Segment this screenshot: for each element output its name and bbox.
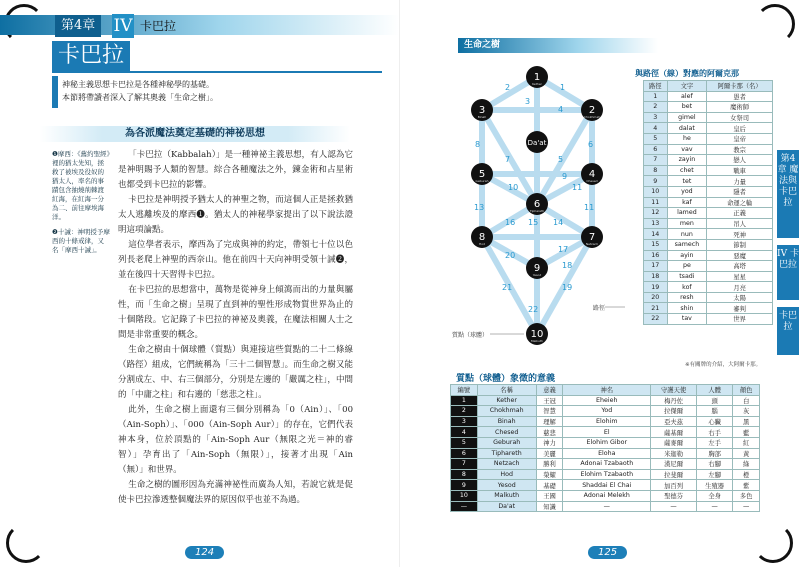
table-cell: 8 (451, 469, 478, 480)
chapter-number: IV (113, 16, 133, 36)
node-name: Netzach (585, 242, 599, 246)
table-cell: pe (667, 261, 707, 272)
svg-text:5: 5 (558, 155, 564, 164)
table-cell: nun (667, 229, 707, 240)
table-cell: 薩麥爾 (651, 437, 697, 448)
col-header: 阿爾卡那（名） (707, 81, 773, 92)
table-cell: Malkuth (477, 490, 536, 501)
table-cell: 全身 (696, 490, 732, 501)
table-cell: men (667, 218, 707, 229)
note-moses: ❶摩西：《舊約聖經》裡的猶太先知，拯救了被埃及役奴的猶太人，率名的事蹟包含抽燒荊棘渡紅海，在紅海一分為二、前往摩埃海洋。 (52, 150, 110, 221)
svg-text:3: 3 (525, 97, 531, 106)
table-cell: 審判 (707, 303, 773, 314)
table-cell: 黃 (733, 448, 760, 459)
table-cell: 拉傑爾 (651, 406, 697, 417)
table-cell: 神力 (536, 437, 563, 448)
title-underline (52, 71, 382, 73)
table-cell: Adonai Tzabaoth (563, 459, 651, 470)
table-cell: 14 (644, 229, 668, 240)
table-cell: 15 (644, 239, 668, 250)
node-3: 3 (478, 105, 486, 116)
table-cell: 1 (644, 91, 668, 102)
svg-text:10: 10 (508, 183, 519, 192)
table-row (451, 448, 760, 459)
svg-text:11: 11 (572, 183, 583, 192)
svg-text:6: 6 (588, 140, 594, 149)
table-row (644, 218, 773, 229)
table-cell: 理解 (536, 416, 563, 427)
table-cell: 綠 (733, 459, 760, 470)
table-cell: Geburah (477, 437, 536, 448)
paragraph: 在卡巴拉的思想當中，萬物是從神身上傾瀉而出的力量與屬性，而「生命之樹」呈現了直到神的聖性形成物質世界為止的十個階段。它記錄了卡巴拉的神祕及奧義，在魔法相關人士之間是非常重要的概念。 (118, 285, 353, 340)
table-cell: 7 (451, 459, 478, 470)
table-cell: 節制 (707, 239, 773, 250)
table-row (644, 314, 773, 325)
table-cell: samech (667, 239, 707, 250)
corner-ornament (755, 4, 795, 44)
node-daat: Da'at (527, 139, 547, 147)
paragraph: 生命之樹由十個球體（質點）與連接這些質點的二十二條線（路徑）組成，它們統稱為「三十二個智慧」。而生命之樹又能分割成左、中、右三個部分，分別是左邊的「嚴厲之柱」，中間的「中庸之柱」和右邊的「慈悲之柱」。 (118, 345, 353, 400)
table-cell: kaf (667, 197, 707, 208)
table-cell: 17 (644, 261, 668, 272)
table-cell: 紫 (733, 480, 760, 491)
table-cell: 11 (644, 197, 668, 208)
node-name: Kether (532, 82, 542, 86)
table-cell: ayin (667, 250, 707, 261)
table-cell: kof (667, 282, 707, 293)
table-cell: 灰 (733, 406, 760, 417)
table-row (451, 395, 760, 406)
table-cell: tav (667, 314, 707, 325)
table-row (644, 186, 773, 197)
table-cell: Hod (477, 469, 536, 480)
table-cell: 9 (644, 176, 668, 187)
table-cell: 皇帝 (707, 133, 773, 144)
table-cell: 月亮 (707, 282, 773, 293)
table-cell: 胸部 (696, 448, 732, 459)
sephira-table (450, 384, 760, 512)
col-header: 守護天使 (651, 385, 697, 396)
svg-text:19: 19 (562, 283, 573, 292)
table-cell: 2 (451, 406, 478, 417)
svg-text:17: 17 (558, 245, 569, 254)
table-cell: 女祭司 (707, 112, 773, 123)
table-cell: 教宗 (707, 144, 773, 155)
node-8: 8 (478, 232, 486, 243)
table-cell: 知識 (536, 501, 563, 512)
table-cell: 基礎 (536, 480, 563, 491)
intro-line: 本節將帶讀者深入了解其奧義「生命之樹」。 (62, 93, 218, 102)
intro-text (62, 78, 362, 104)
table-cell: Chokhmah (477, 406, 536, 417)
table-cell: 橙 (733, 469, 760, 480)
table-cell: 2 (644, 102, 668, 113)
table-cell: 星星 (707, 271, 773, 282)
table-cell: 吊人 (707, 218, 773, 229)
table-row (451, 490, 760, 501)
table-cell: Shaddai El Chai (563, 480, 651, 491)
table-row (451, 459, 760, 470)
table-cell: 12 (644, 208, 668, 219)
table-cell: 9 (451, 480, 478, 491)
table-row (451, 427, 760, 438)
side-tab-section: IV 卡巴拉 (777, 245, 799, 300)
table-cell: Eloha (563, 448, 651, 459)
sephira-callout: 質點（球體） (452, 332, 489, 339)
table-cell: 聖德芬 (651, 490, 697, 501)
col-header: 神名 (563, 385, 651, 396)
table-cell: 黑 (733, 416, 760, 427)
intro-marker (52, 76, 58, 108)
table-cell: 命運之輪 (707, 197, 773, 208)
col-header: 路徑 (644, 81, 668, 92)
intro-line: 神秘主義思想卡巴拉是各種神秘學的基礎。 (62, 80, 214, 89)
table-cell: 正義 (707, 208, 773, 219)
table-cell: 4 (644, 123, 668, 134)
table-cell: shin (667, 303, 707, 314)
table-cell: 5 (451, 437, 478, 448)
table-cell: 亞夫茲 (651, 416, 697, 427)
table-row (644, 123, 773, 134)
body-text (118, 148, 353, 508)
sephira-table-title: 質點（球體）象徵的意義 (456, 374, 556, 384)
table-cell: Yesod (477, 480, 536, 491)
table-cell: 左手 (696, 437, 732, 448)
table-cell: 漢尼爾 (651, 459, 697, 470)
table-row (644, 176, 773, 187)
paths-table-title: 與路徑（線）對應的阿爾克那 (635, 69, 739, 78)
col-header: 意義 (536, 385, 563, 396)
table-row (644, 133, 773, 144)
table-cell: 左腳 (696, 469, 732, 480)
table-row (451, 501, 760, 512)
table-cell: Adonai Melekh (563, 490, 651, 501)
node-6: 6 (533, 199, 541, 210)
node-name: Chesed (586, 179, 598, 183)
table-row (451, 437, 760, 448)
table-cell: 王冠 (536, 395, 563, 406)
table-cell: Elohim Tzabaoth (563, 469, 651, 480)
table-cell: 米迦勒 (651, 448, 697, 459)
table-cell: 梅丹佐 (651, 395, 697, 406)
table-cell: tet (667, 176, 707, 187)
table-cell: Tiphareth (477, 448, 536, 459)
table-row (644, 229, 773, 240)
node-9: 9 (533, 263, 541, 274)
side-notes (52, 150, 110, 261)
svg-text:11: 11 (584, 203, 595, 212)
col-header: 顏色 (733, 385, 760, 396)
table-row (644, 208, 773, 219)
path-callout: 路徑 (593, 305, 606, 312)
paragraph: 此外，生命之樹上面還有三個分別稱為「0（Ain）」、「00（Ain-Soph）」、「000（Ain-Soph Aur）」的存在，它們代表神本身，位於頂點的「Ain-Soph Aur（無限之光＝神的睿智）」孕育出了「Ain-Soph（無限）」，接著才出現「Ain（無）」和世界。 (118, 405, 353, 475)
page-title: 卡巴拉 (52, 41, 130, 71)
node-name: Chokhmah (583, 115, 601, 119)
svg-text:13: 13 (474, 203, 485, 212)
node-5: 5 (478, 169, 486, 180)
table-cell: 世界 (707, 314, 773, 325)
node-1: 1 (533, 72, 541, 83)
table-cell: — (651, 501, 697, 512)
table-cell: 右手 (696, 427, 732, 438)
node-10: 10 (530, 329, 544, 340)
table-row (644, 165, 773, 176)
table-row (644, 292, 773, 303)
table-cell: Binah (477, 416, 536, 427)
svg-text:4: 4 (558, 105, 564, 114)
table-cell: 勝利 (536, 459, 563, 470)
table-cell: 多色 (733, 490, 760, 501)
left-page (0, 0, 399, 567)
table-row (644, 239, 773, 250)
side-tab-chapter: 第4章 魔法與卡巴拉 (777, 150, 799, 238)
svg-text:21: 21 (502, 283, 513, 292)
table-cell: 戰車 (707, 165, 773, 176)
table-cell: 22 (644, 314, 668, 325)
table-cell: — (733, 501, 760, 512)
section-title: 為各派魔法奠定基礎的神祕思想 (40, 126, 350, 142)
chapter-label: 第4章 (55, 15, 101, 37)
corner-ornament (753, 523, 793, 563)
table-cell: 5 (644, 133, 668, 144)
table-cell: 紅 (733, 437, 760, 448)
table-row (644, 155, 773, 166)
table-cell: 10 (451, 490, 478, 501)
paragraph: 「卡巴拉（Kabbalah）」是一種神祕主義思想，有人認為它是神明賜予人類的智慧。綜合各種魔法之外，鍊金術和占星術也都受到卡巴拉的影響。 (118, 150, 353, 190)
table-cell: 高塔 (707, 261, 773, 272)
chapter-title: 卡巴拉 (140, 19, 177, 33)
table-row (451, 469, 760, 480)
svg-text:22: 22 (528, 305, 539, 314)
table-cell: 腦 (696, 406, 732, 417)
table-cell: Kether (477, 395, 536, 406)
table-cell: 13 (644, 218, 668, 229)
table-cell: 生殖器 (696, 480, 732, 491)
table-cell: 力量 (707, 176, 773, 187)
col-header: 編號 (451, 385, 478, 396)
side-tab-title: 卡巴拉 (777, 307, 799, 355)
node-name: Binah (477, 115, 487, 119)
table-cell: 8 (644, 165, 668, 176)
table-cell: 皇后 (707, 123, 773, 134)
tree-of-life-diagram (450, 62, 625, 362)
svg-text:2: 2 (505, 83, 511, 92)
table-cell: El (563, 427, 651, 438)
table-cell: dalat (667, 123, 707, 134)
table-row (644, 102, 773, 113)
table-cell: 6 (451, 448, 478, 459)
svg-text:14: 14 (553, 218, 564, 227)
table-cell: 藍 (733, 427, 760, 438)
right-page (400, 0, 799, 567)
page-number: 124 (185, 546, 224, 559)
table-row (644, 250, 773, 261)
col-header: 人體 (696, 385, 732, 396)
table-cell: 右腳 (696, 459, 732, 470)
node-4: 4 (588, 169, 596, 180)
col-header: 文字 (667, 81, 707, 92)
table-cell: — (696, 501, 732, 512)
table-row (451, 406, 760, 417)
table-row (644, 261, 773, 272)
table-cell: chet (667, 165, 707, 176)
note-ten-commandments: ❷十誡：神明授予摩西的十條戒律，又名「摩西十誡」。 (52, 228, 110, 254)
table-cell: 16 (644, 250, 668, 261)
table-cell: 頭 (696, 395, 732, 406)
table-cell: 1 (451, 395, 478, 406)
table-cell: vav (667, 144, 707, 155)
table-cell: 王國 (536, 490, 563, 501)
node-7: 7 (588, 232, 596, 243)
table-cell: 太陽 (707, 292, 773, 303)
table-cell: tsadi (667, 271, 707, 282)
table-row (644, 91, 773, 102)
paragraph: 卡巴拉是神明授予猶太人的神聖之物，而這個人正是拯救猶太人逃離埃及的摩西❶。猶太人的神秘學家提出了以下說法證明這項論點。 (118, 195, 353, 235)
table-cell: 薩基爾 (651, 427, 697, 438)
table-cell: 榮耀 (536, 469, 563, 480)
table-cell: alef (667, 91, 707, 102)
table-cell: resh (667, 292, 707, 303)
table-cell: 19 (644, 282, 668, 293)
col-header: 名稱 (477, 385, 536, 396)
table-cell: gimel (667, 112, 707, 123)
svg-text:1: 1 (560, 83, 566, 92)
table-cell: — (451, 501, 478, 512)
table-cell: he (667, 133, 707, 144)
table-row (644, 282, 773, 293)
node-name: Yesod (532, 273, 542, 277)
table-cell: zayin (667, 155, 707, 166)
svg-text:16: 16 (505, 218, 516, 227)
table-cell: 加百列 (651, 480, 697, 491)
svg-text:8: 8 (475, 140, 481, 149)
svg-text:18: 18 (562, 261, 573, 270)
table-cell: Da'at (477, 501, 536, 512)
svg-text:20: 20 (505, 251, 516, 260)
table-row (644, 144, 773, 155)
table-cell: 4 (451, 427, 478, 438)
table-cell: Elohim (563, 416, 651, 427)
svg-text:9: 9 (562, 172, 568, 181)
paragraph: 生命之樹的圖形因為充滿神祕性而廣為人知，若說它就是促使卡巴拉滲透整個魔法界的原因似乎也並不為過。 (118, 480, 353, 505)
table-cell: 美麗 (536, 448, 563, 459)
node-name: Geburah (475, 179, 489, 183)
table-cell: Eheieh (563, 395, 651, 406)
table-cell: 6 (644, 144, 668, 155)
node-name: Tiphareth (529, 209, 545, 213)
table-cell: 慈悲 (536, 427, 563, 438)
svg-text:15: 15 (528, 218, 539, 227)
table-cell: 3 (451, 416, 478, 427)
paths-table (643, 80, 773, 325)
table-cell: yod (667, 186, 707, 197)
table-cell: Elohim Gibor (563, 437, 651, 448)
table-row (451, 416, 760, 427)
corner-ornament (6, 523, 46, 563)
table-cell: Yod (563, 406, 651, 417)
table-cell: 10 (644, 186, 668, 197)
table-cell: Chesed (477, 427, 536, 438)
table-cell: 21 (644, 303, 668, 314)
table-cell: 7 (644, 155, 668, 166)
table-cell: 隱者 (707, 186, 773, 197)
table-cell: 死神 (707, 229, 773, 240)
page-number: 125 (588, 546, 627, 559)
table-cell: 18 (644, 271, 668, 282)
table-cell: 20 (644, 292, 668, 303)
tree-section-title: 生命之樹 (458, 38, 658, 53)
paths-footnote: ※有關牌的介紹，大阿爾卡那。 (685, 362, 762, 368)
table-cell: 3 (644, 112, 668, 123)
table-cell: 戀人 (707, 155, 773, 166)
table-cell: 惡魔 (707, 250, 773, 261)
table-cell: 魔術師 (707, 102, 773, 113)
table-cell: — (563, 501, 651, 512)
table-cell: lamed (667, 208, 707, 219)
table-row (451, 480, 760, 491)
table-cell: 智慧 (536, 406, 563, 417)
node-2: 2 (588, 105, 596, 116)
node-name: Malkuth (531, 339, 543, 343)
table-row (644, 271, 773, 282)
table-cell: 愚者 (707, 91, 773, 102)
table-cell: 白 (733, 395, 760, 406)
node-name: Hod (479, 242, 485, 246)
paragraph: 這位學者表示，摩西為了完成與神的約定，帶領七十位以色列長老爬上神聖的西奈山。他在前四十天向神明受領十誡❷，並在後四十天習得卡巴拉。 (118, 240, 353, 280)
table-cell: Netzach (477, 459, 536, 470)
svg-text:7: 7 (505, 155, 511, 164)
table-cell: 心臟 (696, 416, 732, 427)
table-row (644, 303, 773, 314)
table-cell: 拉斐爾 (651, 469, 697, 480)
table-cell: bet (667, 102, 707, 113)
table-row (644, 197, 773, 208)
table-row (644, 112, 773, 123)
